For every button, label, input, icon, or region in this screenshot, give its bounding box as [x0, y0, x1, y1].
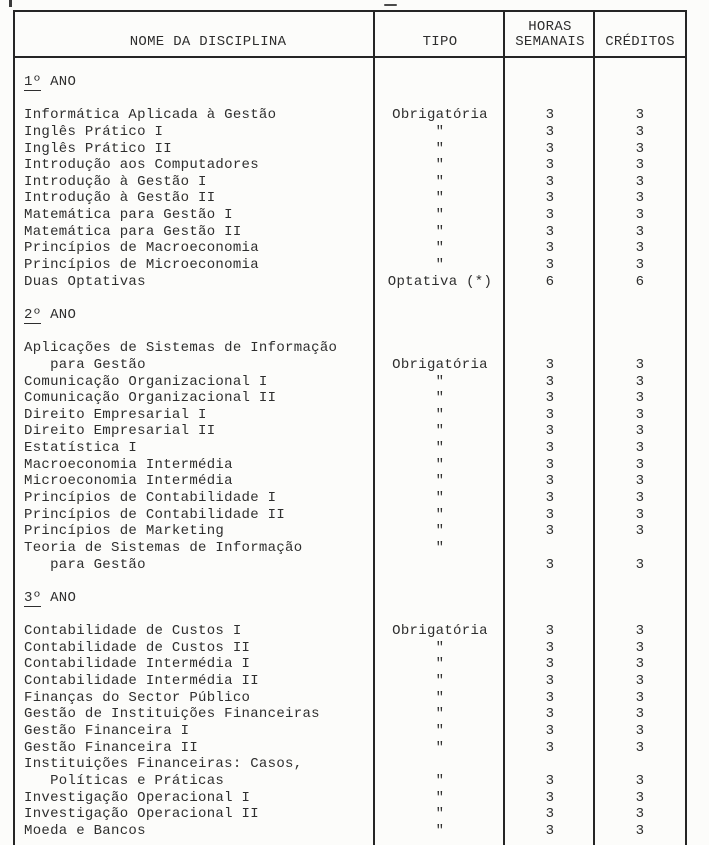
discipline-name-cell: Gestão Financeira II — [24, 739, 199, 756]
section-label — [15, 590, 685, 607]
table-row — [15, 407, 685, 424]
table-row — [15, 141, 685, 158]
horas-semanais-cell — [505, 340, 595, 357]
horas-semanais-cell: 3 — [545, 722, 555, 739]
discipline-name-cell: Contabilidade Intermédia I — [24, 656, 251, 673]
table-row — [15, 240, 685, 257]
table-row — [15, 823, 685, 840]
discipline-name-cell: Princípios de Marketing — [24, 523, 225, 540]
table-row — [15, 423, 685, 440]
table-row — [15, 740, 685, 757]
table-row — [15, 257, 685, 274]
creditos-cell — [595, 756, 685, 773]
horas-semanais-cell — [505, 540, 595, 557]
discipline-name-cell: Princípios de Macroeconomia — [24, 240, 259, 257]
blank-line — [15, 91, 685, 108]
creditos-cell: 3 — [635, 190, 645, 207]
tipo-cell: " — [435, 822, 445, 839]
creditos-cell: 3 — [635, 257, 645, 274]
creditos-cell: 3 — [635, 173, 645, 190]
tipo-cell: " — [435, 223, 445, 240]
discipline-name-cell: Macroeconomia Intermédia — [24, 456, 233, 473]
section-label-text: ANO — [41, 306, 77, 323]
horas-semanais-cell: 3 — [545, 656, 555, 673]
table-row — [15, 640, 685, 657]
discipline-name-cell: Comunicação Organizacional II — [24, 390, 277, 407]
table-row — [15, 806, 685, 823]
tipo-cell: Obrigatória — [392, 356, 488, 373]
tipo-cell: " — [435, 207, 445, 224]
column-header-label: NOME DA DISCIPLINA — [129, 34, 287, 50]
horas-semanais-cell — [505, 756, 595, 773]
blank-line — [15, 290, 685, 307]
discipline-name-cell: Gestão de Instituições Financeiras — [24, 706, 320, 723]
creditos-cell: 3 — [635, 739, 645, 756]
discipline-name-cell: Políticas e Práticas — [24, 772, 225, 789]
creditos-cell: 6 — [635, 273, 645, 290]
tipo-cell: " — [435, 706, 445, 723]
section-label-text: ANO — [41, 74, 77, 90]
discipline-name-cell: Contabilidade de Custos I — [24, 623, 242, 640]
creditos-cell: 3 — [635, 140, 645, 157]
creditos-cell: 3 — [635, 556, 645, 573]
discipline-name-cell: Princípios de Microeconomia — [24, 257, 259, 274]
table-row — [15, 706, 685, 723]
table-row — [15, 340, 685, 357]
creditos-cell: 3 — [635, 656, 645, 673]
tipo-cell: " — [435, 157, 445, 174]
horas-semanais-cell: 3 — [545, 623, 555, 640]
discipline-name-cell: Princípios de Contabilidade II — [24, 506, 286, 523]
creditos-cell: 3 — [635, 456, 645, 473]
creditos-cell: 3 — [635, 406, 645, 423]
discipline-name-cell: Introdução à Gestão I — [24, 173, 207, 190]
creditos-cell: 3 — [635, 639, 645, 656]
tipo-cell: " — [435, 739, 445, 756]
creditos-cell: 3 — [635, 722, 645, 739]
column-divider — [593, 12, 595, 845]
table-row — [15, 490, 685, 507]
creditos-cell: 3 — [635, 490, 645, 507]
creditos-cell: 3 — [635, 673, 645, 690]
curriculum-table — [13, 10, 687, 845]
discipline-name-cell: Direito Empresarial II — [24, 423, 216, 440]
horas-semanais-cell: 3 — [545, 390, 555, 407]
horas-semanais-cell: 3 — [545, 822, 555, 839]
horas-semanais-cell: 3 — [545, 373, 555, 390]
tipo-cell: " — [435, 539, 445, 556]
tipo-cell: " — [435, 390, 445, 407]
creditos-cell: 3 — [635, 706, 645, 723]
tipo-cell: " — [435, 789, 445, 806]
creditos-cell: 3 — [635, 157, 645, 174]
discipline-name-cell: Investigação Operacional I — [24, 789, 251, 806]
horas-semanais-cell: 3 — [545, 223, 555, 240]
creditos-cell: 3 — [635, 440, 645, 457]
scan-artifact — [9, 0, 12, 7]
table-row — [15, 507, 685, 524]
tipo-cell: " — [435, 456, 445, 473]
horas-semanais-cell: 3 — [545, 140, 555, 157]
horas-semanais-cell: 3 — [545, 440, 555, 457]
table-row — [15, 174, 685, 191]
table-row — [15, 673, 685, 690]
tipo-cell: " — [435, 506, 445, 523]
discipline-name-cell: Informática Aplicada à Gestão — [24, 107, 277, 124]
discipline-name-cell: Comunicação Organizacional I — [24, 373, 268, 390]
horas-semanais-cell: 3 — [545, 689, 555, 706]
discipline-name-cell: Investigação Operacional II — [24, 806, 259, 823]
table-row — [15, 224, 685, 241]
creditos-cell: 3 — [635, 822, 645, 839]
discipline-name-cell: Introdução aos Computadores — [24, 157, 259, 174]
horas-semanais-cell: 3 — [545, 556, 555, 573]
discipline-name-cell: Matemática para Gestão II — [24, 223, 242, 240]
discipline-name-cell: Gestão Financeira I — [24, 722, 190, 739]
horas-semanais-cell: 6 — [545, 273, 555, 290]
section-number: 1º — [24, 74, 42, 90]
tipo-cell: " — [435, 689, 445, 706]
tipo-cell: " — [435, 772, 445, 789]
section-label-text: ANO — [41, 589, 77, 606]
horas-semanais-cell: 3 — [545, 240, 555, 257]
horas-semanais-cell: 3 — [545, 123, 555, 140]
tipo-cell: " — [435, 656, 445, 673]
table-row — [15, 723, 685, 740]
tipo-cell: " — [435, 473, 445, 490]
table-row — [15, 440, 685, 457]
table-row — [15, 157, 685, 174]
discipline-name-cell: Contabilidade de Custos II — [24, 639, 251, 656]
tipo-cell — [375, 340, 505, 357]
discipline-name-cell: Duas Optativas — [24, 273, 146, 290]
tipo-cell: " — [435, 140, 445, 157]
table-row — [15, 107, 685, 124]
column-divider — [503, 12, 505, 845]
table-row — [15, 756, 685, 773]
table-row — [15, 274, 685, 291]
column-header-label: HORAS — [528, 19, 572, 35]
creditos-cell — [595, 340, 685, 357]
tipo-cell: " — [435, 190, 445, 207]
horas-semanais-cell: 3 — [545, 107, 555, 124]
discipline-name-cell: Contabilidade Intermédia II — [24, 673, 259, 690]
table-row — [15, 523, 685, 540]
table-body — [15, 58, 685, 839]
tipo-cell: " — [435, 639, 445, 656]
creditos-cell: 3 — [635, 772, 645, 789]
creditos-cell: 3 — [635, 223, 645, 240]
creditos-cell: 3 — [635, 123, 645, 140]
tipo-cell: " — [435, 240, 445, 257]
horas-semanais-cell: 3 — [545, 490, 555, 507]
horas-semanais-cell: 3 — [545, 356, 555, 373]
table-row — [15, 390, 685, 407]
tipo-cell — [375, 756, 505, 773]
horas-semanais-cell: 3 — [545, 806, 555, 823]
table-row — [15, 190, 685, 207]
discipline-name-cell: Instituições Financeiras: Casos, — [24, 756, 303, 773]
horas-semanais-cell: 3 — [545, 423, 555, 440]
horas-semanais-cell: 3 — [545, 190, 555, 207]
discipline-name-cell: Moeda e Bancos — [24, 822, 146, 839]
column-header-tipo — [375, 12, 505, 56]
tipo-cell: " — [435, 423, 445, 440]
tipo-cell: " — [435, 440, 445, 457]
blank-line — [15, 324, 685, 341]
creditos-cell: 3 — [635, 623, 645, 640]
horas-semanais-cell: 3 — [545, 456, 555, 473]
horas-semanais-cell: 3 — [545, 157, 555, 174]
table-row — [15, 473, 685, 490]
creditos-cell: 3 — [635, 523, 645, 540]
creditos-cell — [595, 540, 685, 557]
horas-semanais-cell: 3 — [545, 406, 555, 423]
tipo-cell: " — [435, 123, 445, 140]
column-divider — [373, 12, 375, 845]
table-row — [15, 540, 685, 557]
discipline-name-cell: Inglês Prático II — [24, 140, 172, 157]
column-header-label: CRÉDITOS — [605, 34, 675, 50]
table-row — [15, 623, 685, 640]
tipo-cell — [375, 557, 505, 574]
horas-semanais-cell: 3 — [545, 706, 555, 723]
tipo-cell: " — [435, 406, 445, 423]
creditos-cell: 3 — [635, 390, 645, 407]
column-header-label: SEMANAIS — [515, 34, 585, 50]
discipline-name-cell: Microeconomia Intermédia — [24, 473, 233, 490]
discipline-name-cell: Inglês Prático I — [24, 123, 164, 140]
tipo-cell: " — [435, 373, 445, 390]
discipline-name-cell: Introdução à Gestão II — [24, 190, 216, 207]
scan-artifact — [384, 4, 397, 6]
horas-semanais-cell: 3 — [545, 789, 555, 806]
tipo-cell: Obrigatória — [392, 623, 488, 640]
discipline-name-cell: Finanças do Sector Público — [24, 689, 251, 706]
table-row — [15, 656, 685, 673]
table-row — [15, 207, 685, 224]
creditos-cell: 3 — [635, 240, 645, 257]
horas-semanais-cell: 3 — [545, 772, 555, 789]
tipo-cell: " — [435, 523, 445, 540]
tipo-cell: " — [435, 257, 445, 274]
blank-line — [15, 607, 685, 624]
table-row — [15, 124, 685, 141]
table-row — [15, 357, 685, 374]
section-number: 3º — [24, 589, 42, 606]
table-header-row — [15, 12, 685, 58]
table-row — [15, 374, 685, 391]
discipline-name-cell: Aplicações de Sistemas de Informação — [24, 340, 338, 357]
column-header-horas-semanais — [505, 12, 595, 56]
column-header-nome — [15, 12, 375, 56]
column-header-label: TIPO — [422, 34, 458, 50]
horas-semanais-cell: 3 — [545, 739, 555, 756]
blank-line — [15, 573, 685, 590]
tipo-cell: " — [435, 490, 445, 507]
tipo-cell: Obrigatória — [392, 107, 488, 124]
creditos-cell: 3 — [635, 373, 645, 390]
tipo-cell: " — [435, 722, 445, 739]
table-row — [15, 773, 685, 790]
discipline-name-cell: Direito Empresarial I — [24, 406, 207, 423]
horas-semanais-cell: 3 — [545, 506, 555, 523]
column-header-creditos — [595, 12, 685, 56]
horas-semanais-cell: 3 — [545, 523, 555, 540]
horas-semanais-cell: 3 — [545, 673, 555, 690]
discipline-name-cell: para Gestão — [24, 356, 146, 373]
tipo-cell: " — [435, 673, 445, 690]
section-label — [15, 307, 685, 324]
table-row — [15, 690, 685, 707]
creditos-cell: 3 — [635, 506, 645, 523]
horas-semanais-cell: 3 — [545, 473, 555, 490]
tipo-cell: Optativa (*) — [387, 273, 493, 290]
table-row — [15, 790, 685, 807]
tipo-cell: " — [435, 806, 445, 823]
tipo-cell: " — [435, 173, 445, 190]
creditos-cell: 3 — [635, 207, 645, 224]
discipline-name-cell: Estatística I — [24, 440, 138, 457]
horas-semanais-cell: 3 — [545, 207, 555, 224]
discipline-name-cell: Matemática para Gestão I — [24, 207, 233, 224]
section-number: 2º — [24, 306, 42, 323]
creditos-cell: 3 — [635, 423, 645, 440]
section-label — [15, 74, 685, 91]
table-row — [15, 457, 685, 474]
creditos-cell: 3 — [635, 356, 645, 373]
discipline-name-cell: Teoria de Sistemas de Informação — [24, 539, 303, 556]
horas-semanais-cell: 3 — [545, 639, 555, 656]
creditos-cell: 3 — [635, 107, 645, 124]
table-row — [15, 557, 685, 574]
horas-semanais-cell: 3 — [545, 173, 555, 190]
discipline-name-cell: para Gestão — [24, 556, 146, 573]
creditos-cell: 3 — [635, 689, 645, 706]
horas-semanais-cell: 3 — [545, 257, 555, 274]
creditos-cell: 3 — [635, 806, 645, 823]
creditos-cell: 3 — [635, 473, 645, 490]
discipline-name-cell: Princípios de Contabilidade I — [24, 490, 277, 507]
creditos-cell: 3 — [635, 789, 645, 806]
